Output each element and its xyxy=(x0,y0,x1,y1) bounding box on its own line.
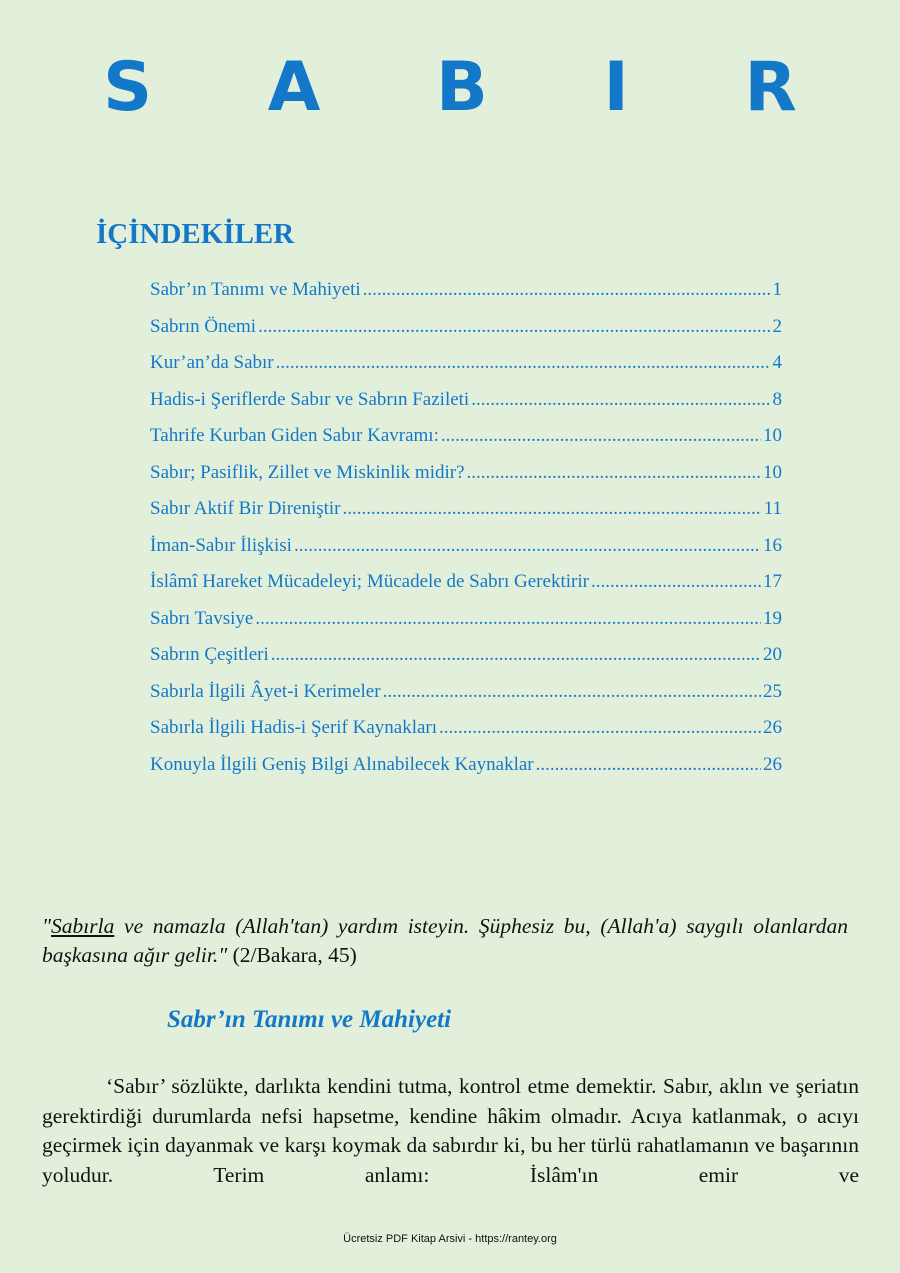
toc-leader-dots xyxy=(363,279,771,301)
toc-entry[interactable] xyxy=(150,425,782,462)
section-heading: Sabr’ın Tanımı ve Mahiyeti xyxy=(167,1006,452,1033)
toc-entry-title: Sabrın Önemi xyxy=(150,315,257,337)
toc-leader-dots xyxy=(536,754,761,776)
epigraph-quote xyxy=(42,912,848,970)
toc-entry-title: Sabr’ın Tanımı ve Mahiyeti xyxy=(150,279,361,300)
toc-entry-title: Sabırla İlgili Hadis-i Şerif Kaynakları xyxy=(150,717,438,738)
toc-leader-dots xyxy=(255,608,761,630)
toc-leader-dots xyxy=(441,425,761,447)
toc-entry-page: 17 xyxy=(763,571,782,592)
toc-entry-page: 10 xyxy=(763,461,782,483)
toc-entry-page: 10 xyxy=(763,425,782,446)
toc-entry-page: 11 xyxy=(763,498,782,519)
toc-entry-page: 19 xyxy=(763,607,782,629)
toc-entry-title: İslâmî Hareket Mücadeleyi; Mücadele de Sabrı Gerektirir xyxy=(150,571,589,592)
body-paragraph xyxy=(42,1072,859,1190)
toc-leader-dots xyxy=(591,571,761,593)
table-of-contents xyxy=(150,279,782,790)
toc-entry-page: 8 xyxy=(772,388,782,410)
toc-entry[interactable] xyxy=(150,389,782,426)
page-footer: Ücretsiz PDF Kitap Arsivi - https://rantey.org xyxy=(343,1233,557,1245)
toc-entry[interactable] xyxy=(150,644,782,681)
toc-entry[interactable] xyxy=(150,608,782,645)
toc-leader-dots xyxy=(471,389,770,411)
toc-entry[interactable] xyxy=(150,352,782,389)
toc-entry[interactable] xyxy=(150,462,782,499)
toc-leader-dots xyxy=(271,644,761,666)
quote-underlined-word: Sabırla xyxy=(51,914,115,938)
toc-leader-dots xyxy=(467,462,761,484)
toc-entry-page: 4 xyxy=(772,352,782,373)
toc-entry-page: 25 xyxy=(763,680,782,702)
toc-leader-dots xyxy=(343,498,762,520)
toc-entry-title: Kur’an’da Sabır xyxy=(150,352,274,373)
toc-entry-page: 16 xyxy=(763,534,782,556)
toc-entry-page: 20 xyxy=(763,644,782,665)
toc-entry-title: Sabırla İlgili Âyet-i Kerimeler xyxy=(150,680,381,702)
quote-open: " xyxy=(42,914,52,938)
toc-leader-dots xyxy=(294,535,761,557)
toc-entry[interactable] xyxy=(150,571,782,608)
toc-entry[interactable] xyxy=(150,535,782,572)
toc-entry-title: Sabır; Pasiflik, Zillet ve Miskinlik midir? xyxy=(150,461,465,483)
toc-heading: İÇİNDEKİLER xyxy=(96,218,295,250)
toc-entry-title: Konuyla İlgili Geniş Bilgi Alınabilecek Kaynaklar xyxy=(150,753,534,775)
toc-entry[interactable] xyxy=(150,279,782,316)
toc-entry[interactable] xyxy=(150,316,782,353)
toc-entry-page: 2 xyxy=(772,315,782,337)
body-paragraph-text: ‘Sabır’ sözlükte, darlıkta kendini tutma, kontrol etme demektir. Sabır, aklın ve şeriatın gerektirdiği durumlarda nefsi hapsetme, kendine hâkim olmadır. Acıya katlanmak, o acıyı geçirmek için dayanmak ve karşı koymak da sabırdır ki, bu her türlü rahatlamanın ve başarının yoludur. Terim anlamı: İslâm'ın emir ve xyxy=(42,1074,859,1187)
toc-entry-title: Sabrın Çeşitleri xyxy=(150,644,269,665)
toc-leader-dots xyxy=(383,681,761,703)
toc-leader-dots xyxy=(258,316,770,338)
toc-entry[interactable] xyxy=(150,754,782,791)
toc-entry-page: 26 xyxy=(763,717,782,738)
toc-entry[interactable] xyxy=(150,717,782,754)
toc-entry-title: İman-Sabır İlişkisi xyxy=(150,534,292,556)
toc-entry-page: 26 xyxy=(763,753,782,775)
toc-entry-title: Sabır Aktif Bir Direniştir xyxy=(150,498,341,519)
toc-entry[interactable] xyxy=(150,498,782,535)
document-title: S A B I R xyxy=(103,48,843,127)
quote-text: ve namazla (Allah'tan) yardım isteyin. Şüphesiz bu, (Allah'a) saygılı olanlardan başkasına ağır gelir." xyxy=(42,914,848,967)
toc-entry[interactable] xyxy=(150,681,782,718)
toc-leader-dots xyxy=(276,352,771,374)
toc-entry-title: Tahrife Kurban Giden Sabır Kavramı: xyxy=(150,425,439,446)
toc-leader-dots xyxy=(439,717,761,739)
toc-entry-title: Hadis-i Şeriflerde Sabır ve Sabrın Fazileti xyxy=(150,388,470,410)
quote-reference: (2/Bakara, 45) xyxy=(227,943,357,967)
toc-entry-title: Sabrı Tavsiye xyxy=(150,607,254,629)
toc-entry-page: 1 xyxy=(772,279,782,300)
